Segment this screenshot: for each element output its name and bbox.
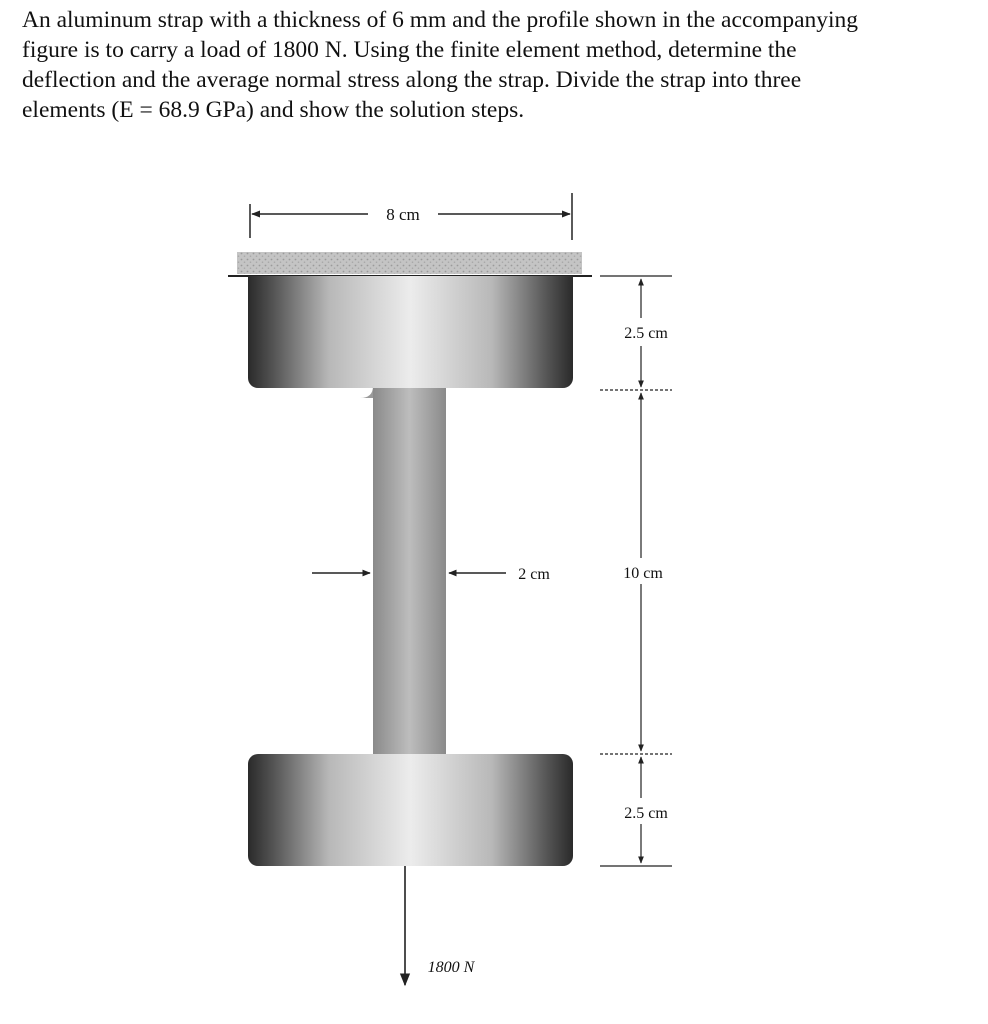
load-label: 1800 N [427,959,475,976]
height-dimensions [600,276,672,866]
load [405,866,476,985]
width-dimension [250,193,572,240]
top-height-label: 2.5 cm [624,325,668,342]
strap-bottom-block [248,754,573,866]
strap-neck [373,385,446,758]
problem-line-4: elements (E = 68.9 GPa) and show the solution steps. [22,97,525,123]
middle-length-label: 10 cm [623,565,663,582]
strap-top-block [248,276,573,388]
fixed-support [237,252,582,274]
neck-width-label: 2 cm [518,566,550,583]
width-label: 8 cm [386,205,420,224]
problem-line-3: deflection and the average normal stress along the strap. Divide the strap into three [22,67,802,93]
bottom-height-label: 2.5 cm [624,805,668,822]
problem-line-1: An aluminum strap with a thickness of 6 mm and the profile shown in the accompanying [22,7,859,33]
problem-line-2: figure is to carry a load of 1800 N. Using the finite element method, determine the [22,37,797,63]
